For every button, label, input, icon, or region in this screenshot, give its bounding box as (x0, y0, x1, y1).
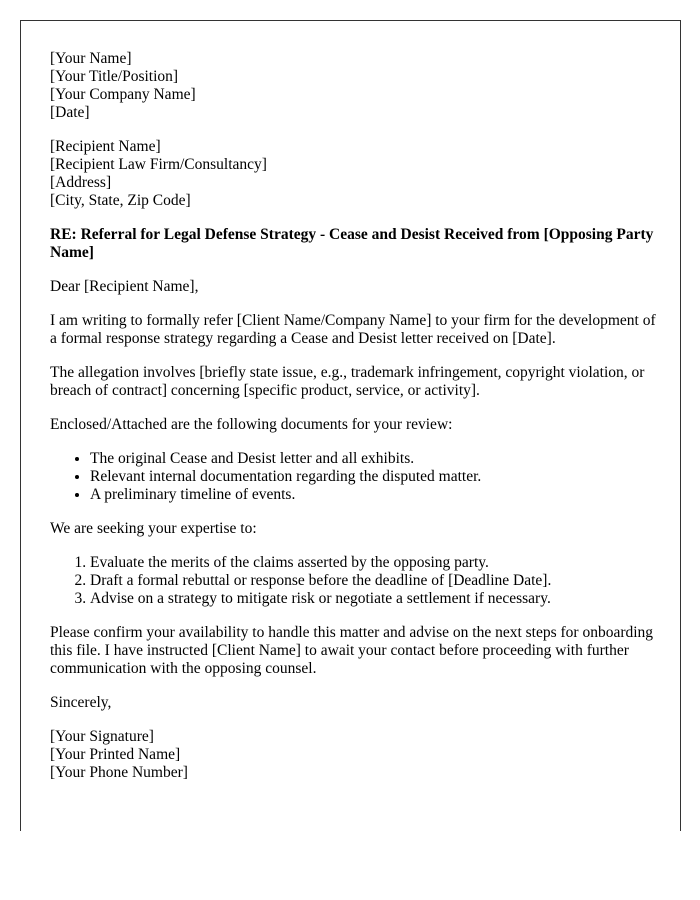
intro-paragraph: I am writing to formally refer [Client Name/Company Name] to your firm for the development of a formal response strategy regarding a Cease and Desist letter received on [Date]. (50, 312, 656, 347)
signature-block (50, 728, 660, 782)
recipient-firm: [Recipient Law Firm/Consultancy] (50, 156, 267, 173)
recipient-block (50, 138, 660, 210)
list-item: 3. Advise on a strategy to mitigate risk or negotiate a settlement if necessary. (90, 590, 660, 608)
allegation-paragraph: The allegation involves [briefly state issue, e.g., trademark infringement, copyright violation, or breach of contract] concerning [specific product, service, or activity]. (50, 364, 645, 399)
signature: [Your Signature] (50, 728, 154, 745)
seeking-paragraph: We are seeking your expertise to: (50, 520, 257, 537)
recipient-address: [Address] (50, 174, 112, 191)
sender-name: [Your Name] (50, 50, 132, 67)
recipient-name: [Recipient Name] (50, 138, 161, 155)
subject-line: RE: Referral for Legal Defense Strategy - Cease and Desist Received from [Opposing Party Name] (50, 226, 654, 261)
list-item: 1. Evaluate the merits of the claims asserted by the opposing party. (90, 554, 660, 572)
sender-company: [Your Company Name] (50, 86, 196, 103)
list-item: • Relevant internal documentation regarding the disputed matter. (90, 468, 660, 486)
letter-page (20, 20, 681, 831)
enclosed-paragraph: Enclosed/Attached are the following documents for your review: (50, 416, 453, 433)
phone-number: [Your Phone Number] (50, 764, 188, 781)
documents-list (50, 450, 660, 504)
requests-list (50, 554, 660, 608)
salutation: Dear [Recipient Name], (50, 278, 199, 295)
closing-paragraph: Please confirm your availability to handle this matter and advise on the next steps for onboarding this file. I have instructed [Client Name] to await your contact before proceeding with further communication with the opposing counsel. (50, 624, 654, 677)
printed-name: [Your Printed Name] (50, 746, 181, 763)
list-item: • A preliminary timeline of events. (90, 486, 660, 504)
list-item: 2. Draft a formal rebuttal or response before the deadline of [Deadline Date]. (90, 572, 660, 590)
list-item: • The original Cease and Desist letter and all exhibits. (90, 450, 660, 468)
sender-title: [Your Title/Position] (50, 68, 179, 85)
letter-date: [Date] (50, 104, 90, 121)
recipient-city-state-zip: [City, State, Zip Code] (50, 192, 191, 209)
sender-block (50, 50, 660, 122)
valediction: Sincerely, (50, 694, 112, 711)
